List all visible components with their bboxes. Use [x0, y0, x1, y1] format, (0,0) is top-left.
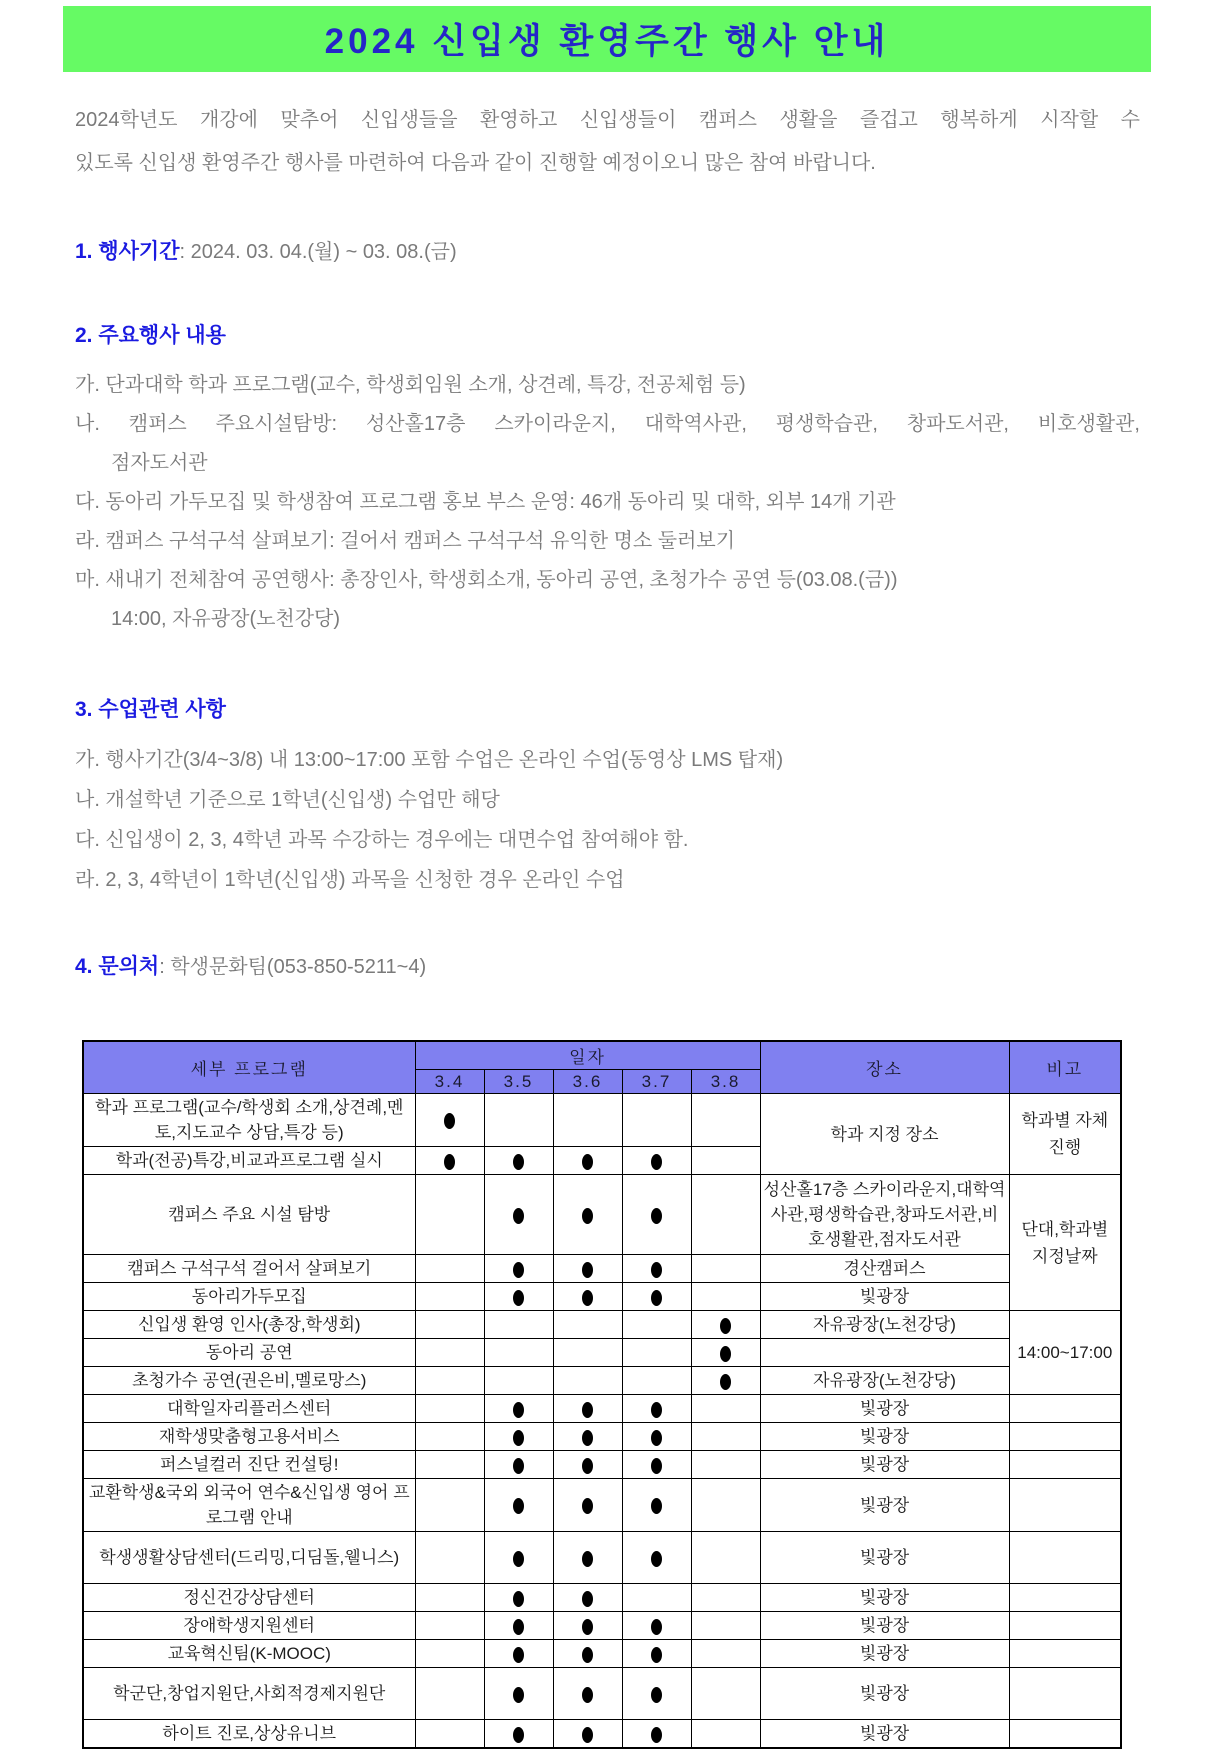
date-dot-cell	[484, 1283, 553, 1311]
section-4-heading: 4. 문의처	[75, 955, 160, 978]
section-contact	[75, 950, 1140, 980]
place-column-header: 장소	[760, 1041, 1009, 1094]
list-item-text: 가. 행사기간(3/4~3/8) 내 13:00~17:00 포함 수업은 온라인 수업(동영상 LMS 탑재)	[75, 749, 784, 771]
list-item	[75, 740, 1140, 780]
date-dot-cell	[691, 1479, 760, 1532]
table-row	[83, 1640, 1121, 1668]
event-dot	[513, 1290, 524, 1306]
event-dot	[582, 1647, 593, 1663]
place-cell: 빛광장	[760, 1720, 1009, 1749]
date-dot-cell	[553, 1423, 622, 1451]
program-cell: 동아리 공연	[83, 1339, 415, 1367]
event-dot	[513, 1402, 524, 1418]
program-cell: 신입생 환영 인사(총장,학생회)	[83, 1311, 415, 1339]
date-dot-cell	[415, 1367, 484, 1395]
note-cell	[1009, 1532, 1121, 1584]
date-dot-cell	[415, 1175, 484, 1255]
program-cell: 초청가수 공연(권은비,멜로망스)	[83, 1367, 415, 1395]
date-dot-cell	[691, 1311, 760, 1339]
event-dot	[651, 1498, 662, 1514]
date-dot-cell	[691, 1395, 760, 1423]
date-dot-cell	[691, 1451, 760, 1479]
list-item	[75, 522, 1140, 561]
date-dot-cell	[415, 1479, 484, 1532]
place-cell: 빛광장	[760, 1584, 1009, 1612]
table-row	[83, 1255, 1121, 1283]
section-2-heading: 2. 주요행사 내용	[75, 324, 226, 347]
event-dot	[513, 1498, 524, 1514]
date-dot-cell	[553, 1147, 622, 1175]
date-dot-cell	[622, 1451, 691, 1479]
table-row	[83, 1094, 1121, 1147]
date-dot-cell	[415, 1339, 484, 1367]
place-cell	[760, 1339, 1009, 1367]
place-cell: 빛광장	[760, 1612, 1009, 1640]
date-dot-cell	[622, 1612, 691, 1640]
event-dot	[651, 1551, 662, 1567]
date-dot-cell	[553, 1612, 622, 1640]
table-row	[83, 1612, 1121, 1640]
date-dot-cell	[484, 1423, 553, 1451]
date-dot-cell	[622, 1640, 691, 1668]
table-row	[83, 1451, 1121, 1479]
list-item	[75, 561, 1140, 639]
date-dot-cell	[415, 1451, 484, 1479]
event-dot	[582, 1402, 593, 1418]
event-dot	[513, 1619, 524, 1635]
date-dot-cell	[415, 1532, 484, 1584]
date-dot-cell	[622, 1720, 691, 1749]
date-dot-cell	[415, 1612, 484, 1640]
date-dot-cell	[484, 1311, 553, 1339]
event-dot	[651, 1290, 662, 1306]
date-dot-cell	[553, 1640, 622, 1668]
date-dot-cell	[415, 1255, 484, 1283]
date-dot-cell	[484, 1479, 553, 1532]
date-dot-cell	[622, 1584, 691, 1612]
date-dot-cell	[622, 1283, 691, 1311]
event-dot	[513, 1591, 524, 1607]
list-item-text: 라. 캠퍼스 구석구석 살펴보기: 걸어서 캠퍼스 구석구석 유익한 명소 둘러보기	[75, 530, 736, 552]
date-dot-cell	[622, 1175, 691, 1255]
date-dot-cell	[622, 1668, 691, 1720]
event-dot	[582, 1727, 593, 1743]
table-row	[83, 1423, 1121, 1451]
program-cell: 학과(전공)특강,비교과프로그램 실시	[83, 1147, 415, 1175]
date-dot-cell	[691, 1640, 760, 1668]
program-cell: 캠퍼스 구석구석 걸어서 살펴보기	[83, 1255, 415, 1283]
event-dot	[651, 1208, 662, 1224]
date-dot-cell	[622, 1423, 691, 1451]
event-dot	[582, 1154, 593, 1170]
date-dot-cell	[415, 1147, 484, 1175]
list-item	[75, 820, 1140, 860]
event-dot	[582, 1458, 593, 1474]
event-dot	[513, 1687, 524, 1703]
event-dot	[582, 1687, 593, 1703]
date-dot-cell	[484, 1720, 553, 1749]
section-2-items	[75, 366, 1140, 639]
place-cell: 빛광장	[760, 1479, 1009, 1532]
date-dot-cell	[691, 1423, 760, 1451]
note-cell: 단대,학과별 지정날짜	[1009, 1175, 1121, 1311]
date-header: 3.6	[553, 1070, 622, 1094]
place-cell: 성산홀17층 스카이라운지,대학역사관,평생학습관,창파도서관,비호생활관,점자도서관	[760, 1175, 1009, 1255]
event-dot	[582, 1290, 593, 1306]
page-title: 2024 신입생 환영주간 행사 안내	[324, 22, 890, 61]
date-dot-cell	[691, 1532, 760, 1584]
date-dot-cell	[553, 1395, 622, 1423]
program-cell: 학과 프로그램(교수/학생회 소개,상견례,멘토,지도교수 상담,특강 등)	[83, 1094, 415, 1147]
date-dot-cell	[553, 1339, 622, 1367]
table-row	[83, 1367, 1121, 1395]
program-column-header: 세부 프로그램	[83, 1041, 415, 1094]
table-row	[83, 1283, 1121, 1311]
list-item-text: 가. 단과대학 학과 프로그램(교수, 학생회임원 소개, 상견례, 특강, 전공체험 등)	[75, 374, 746, 396]
note-column-header: 비고	[1009, 1041, 1121, 1094]
list-item-continuation: 점자도서관	[111, 452, 208, 474]
intro-line-1: 2024학년도 개강에 맞추어 신입생들을 환영하고 신입생들이 캠퍼스 생활을 즐겁고 행복하게 시작할 수	[75, 109, 1140, 131]
program-cell: 하이트 진로,상상유니브	[83, 1720, 415, 1749]
date-dot-cell	[484, 1668, 553, 1720]
event-dot	[582, 1551, 593, 1567]
date-dot-cell	[622, 1479, 691, 1532]
place-cell: 빛광장	[760, 1395, 1009, 1423]
date-dot-cell	[415, 1311, 484, 1339]
date-dot-cell	[415, 1720, 484, 1749]
place-cell: 자유광장(노천강당)	[760, 1311, 1009, 1339]
note-cell	[1009, 1720, 1121, 1749]
date-dot-cell	[691, 1255, 760, 1283]
event-dot	[513, 1430, 524, 1446]
date-dot-cell	[484, 1532, 553, 1584]
date-header: 3.7	[622, 1070, 691, 1094]
date-dot-cell	[622, 1395, 691, 1423]
date-dot-cell	[484, 1147, 553, 1175]
program-cell: 학군단,창업지원단,사회적경제지원단	[83, 1668, 415, 1720]
date-dot-cell	[553, 1094, 622, 1147]
event-dot	[513, 1458, 524, 1474]
note-cell	[1009, 1584, 1121, 1612]
title-banner	[63, 6, 1151, 72]
note-cell	[1009, 1423, 1121, 1451]
program-cell: 동아리가두모집	[83, 1283, 415, 1311]
event-dot	[513, 1208, 524, 1224]
note-cell	[1009, 1451, 1121, 1479]
date-dot-cell	[553, 1532, 622, 1584]
list-item-text: 다. 신입생이 2, 3, 4학년 과목 수강하는 경우에는 대면수업 참여해야 함.	[75, 829, 689, 851]
note-cell	[1009, 1668, 1121, 1720]
event-dot	[513, 1647, 524, 1663]
table-row	[83, 1584, 1121, 1612]
date-dot-cell	[415, 1423, 484, 1451]
date-dot-cell	[484, 1094, 553, 1147]
list-item-text: 나. 개설학년 기준으로 1학년(신입생) 수업만 해당	[75, 789, 500, 811]
event-dot	[651, 1402, 662, 1418]
date-header: 3.4	[415, 1070, 484, 1094]
program-cell: 퍼스널컬러 진단 컨설팅!	[83, 1451, 415, 1479]
date-dot-cell	[553, 1175, 622, 1255]
list-item-continuation: 14:00, 자유광장(노천강당)	[111, 608, 341, 630]
place-cell: 빛광장	[760, 1283, 1009, 1311]
date-dot-cell	[553, 1367, 622, 1395]
note-cell	[1009, 1479, 1121, 1532]
event-dot	[651, 1262, 662, 1278]
program-cell: 학생생활상담센터(드리밍,디딤돌,웰니스)	[83, 1532, 415, 1584]
program-cell: 교환학생&국외 외국어 연수&신입생 영어 프로그램 안내	[83, 1479, 415, 1532]
date-dot-cell	[691, 1668, 760, 1720]
section-3-items	[75, 740, 1140, 900]
intro-paragraph	[75, 99, 1140, 185]
list-item-text: 나. 캠퍼스 주요시설탐방: 성산홀17층 스카이라운지, 대학역사관, 평생학습관, 창파도서관, 비호생활관,	[75, 413, 1140, 435]
list-item	[75, 860, 1140, 900]
program-cell: 정신건강상담센터	[83, 1584, 415, 1612]
place-cell: 빛광장	[760, 1640, 1009, 1668]
section-1-heading: 1. 행사기간	[75, 240, 180, 263]
event-dot	[582, 1262, 593, 1278]
table-row	[83, 1668, 1121, 1720]
date-dot-cell	[415, 1668, 484, 1720]
event-dot	[513, 1551, 524, 1567]
date-dot-cell	[691, 1367, 760, 1395]
date-dot-cell	[691, 1584, 760, 1612]
event-dot	[582, 1591, 593, 1607]
date-dot-cell	[622, 1311, 691, 1339]
event-dot	[651, 1458, 662, 1474]
date-dot-cell	[622, 1094, 691, 1147]
date-header: 3.8	[691, 1070, 760, 1094]
date-dot-cell	[622, 1532, 691, 1584]
event-dot	[651, 1727, 662, 1743]
list-item	[75, 483, 1140, 522]
section-1-text: : 2024. 03. 04.(월) ~ 03. 08.(금)	[179, 241, 457, 263]
program-cell: 장애학생지원센터	[83, 1612, 415, 1640]
date-dot-cell	[484, 1640, 553, 1668]
place-cell: 학과 지정 장소	[760, 1094, 1009, 1175]
date-dot-cell	[484, 1584, 553, 1612]
note-cell: 14:00~17:00	[1009, 1311, 1121, 1395]
event-dot	[444, 1113, 455, 1129]
event-dot	[444, 1154, 455, 1170]
table-row	[83, 1175, 1121, 1255]
list-item-text: 마. 새내기 전체참여 공연행사: 총장인사, 학생회소개, 동아리 공연, 초청가수 공연 등(03.08.(금))	[75, 569, 898, 591]
event-dot	[651, 1619, 662, 1635]
table-row	[83, 1395, 1121, 1423]
note-cell: 학과별 자체 진행	[1009, 1094, 1121, 1175]
place-cell: 빛광장	[760, 1532, 1009, 1584]
date-header: 3.5	[484, 1070, 553, 1094]
place-cell: 경산캠퍼스	[760, 1255, 1009, 1283]
date-dot-cell	[484, 1367, 553, 1395]
date-dot-cell	[415, 1584, 484, 1612]
date-dot-cell	[691, 1612, 760, 1640]
program-cell: 캠퍼스 주요 시설 탐방	[83, 1175, 415, 1255]
event-dot	[513, 1154, 524, 1170]
section-event-period	[75, 235, 1140, 265]
date-dot-cell	[622, 1255, 691, 1283]
list-item	[75, 780, 1140, 820]
place-cell: 자유광장(노천강당)	[760, 1367, 1009, 1395]
date-dot-cell	[553, 1720, 622, 1749]
event-schedule-table	[82, 1040, 1122, 1749]
date-dot-cell	[484, 1612, 553, 1640]
date-dot-cell	[553, 1668, 622, 1720]
place-cell: 빛광장	[760, 1668, 1009, 1720]
list-item	[75, 405, 1140, 483]
date-dot-cell	[553, 1283, 622, 1311]
place-cell: 빛광장	[760, 1451, 1009, 1479]
list-item	[75, 366, 1140, 405]
program-cell: 재학생맞춤형고용서비스	[83, 1423, 415, 1451]
date-dot-cell	[553, 1584, 622, 1612]
table-row	[83, 1720, 1121, 1749]
event-dot	[582, 1619, 593, 1635]
date-dot-cell	[415, 1283, 484, 1311]
event-dot	[651, 1647, 662, 1663]
event-dot	[720, 1346, 731, 1362]
date-dot-cell	[622, 1147, 691, 1175]
date-dot-cell	[622, 1367, 691, 1395]
date-dot-cell	[691, 1720, 760, 1749]
date-dot-cell	[415, 1094, 484, 1147]
date-dot-cell	[415, 1395, 484, 1423]
date-dot-cell	[691, 1175, 760, 1255]
date-dot-cell	[415, 1640, 484, 1668]
event-dot	[513, 1727, 524, 1743]
section-3-heading: 3. 수업관련 사항	[75, 698, 226, 721]
note-cell	[1009, 1612, 1121, 1640]
event-dot	[651, 1154, 662, 1170]
date-dot-cell	[484, 1395, 553, 1423]
event-dot	[582, 1498, 593, 1514]
date-dot-cell	[553, 1255, 622, 1283]
event-dot	[513, 1262, 524, 1278]
document-body	[75, 99, 1140, 980]
date-dot-cell	[553, 1479, 622, 1532]
date-dot-cell	[691, 1339, 760, 1367]
event-dot	[720, 1374, 731, 1390]
table-row	[83, 1532, 1121, 1584]
event-dot	[651, 1687, 662, 1703]
list-item-text: 라. 2, 3, 4학년이 1학년(신입생) 과목을 신청한 경우 온라인 수업	[75, 869, 625, 891]
table-row	[83, 1339, 1121, 1367]
date-dot-cell	[484, 1339, 553, 1367]
program-cell: 대학일자리플러스센터	[83, 1395, 415, 1423]
date-dot-cell	[691, 1094, 760, 1147]
date-dot-cell	[691, 1147, 760, 1175]
date-dot-cell	[484, 1255, 553, 1283]
event-dot	[720, 1318, 731, 1334]
date-dot-cell	[484, 1175, 553, 1255]
date-dot-cell	[691, 1283, 760, 1311]
table-row	[83, 1479, 1121, 1532]
note-cell	[1009, 1395, 1121, 1423]
event-dot	[582, 1430, 593, 1446]
date-dot-cell	[553, 1451, 622, 1479]
program-cell: 교육혁신팀(K-MOOC)	[83, 1640, 415, 1668]
table-row	[83, 1311, 1121, 1339]
section-4-text: : 학생문화팀(053-850-5211~4)	[159, 956, 427, 978]
place-cell: 빛광장	[760, 1423, 1009, 1451]
date-dot-cell	[553, 1311, 622, 1339]
date-dot-cell	[484, 1451, 553, 1479]
list-item-text: 다. 동아리 가두모집 및 학생참여 프로그램 홍보 부스 운영: 46개 동아리 및 대학, 외부 14개 기관	[75, 491, 896, 513]
event-dot	[651, 1430, 662, 1446]
event-dot	[582, 1208, 593, 1224]
intro-line-2: 있도록 신입생 환영주간 행사를 마련하여 다음과 같이 진행할 예정이오니 많은 참여 바랍니다.	[75, 152, 876, 174]
date-group-header: 일자	[415, 1041, 760, 1070]
date-dot-cell	[622, 1339, 691, 1367]
note-cell	[1009, 1640, 1121, 1668]
